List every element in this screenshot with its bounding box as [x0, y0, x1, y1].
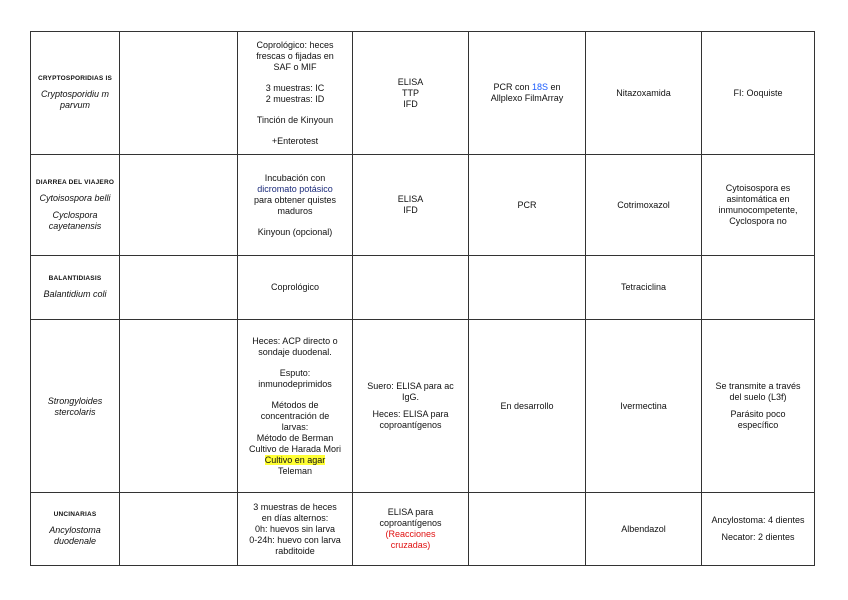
mol-text: Allplexo FilmArray [490, 93, 564, 103]
table-row [31, 493, 815, 566]
name-cell [31, 155, 120, 256]
diagnosis-cell [238, 493, 353, 566]
species-name: Cyclospora cayetanensis [48, 209, 102, 231]
mol-highlight: 18S [531, 82, 548, 92]
empty-cell [120, 32, 238, 155]
molecular-cell: PCR [469, 155, 586, 256]
sero-text: Heces: ELISA para [372, 409, 449, 419]
sero-text: coproantígenos [379, 518, 442, 528]
diag-text: Incubación con [264, 172, 326, 183]
sero-text: ELISA para [387, 507, 434, 517]
species-name: Balantidium coli [43, 289, 107, 299]
diag-text: 0h: huevos sin larva [254, 523, 336, 534]
notes-text: específico [737, 420, 779, 430]
diag-text: Kinyoun (opcional) [257, 226, 333, 237]
table-row [31, 256, 815, 320]
species-name: Cytoisospora belli [39, 192, 111, 203]
sero-text: ELISA [397, 76, 424, 87]
diag-text: SAF o MIF [273, 61, 317, 72]
notes-text: Se transmite a través [715, 381, 801, 391]
serology-cell [353, 493, 469, 566]
disease-name: UNCINARIAS [53, 511, 97, 518]
parasite-table [30, 31, 815, 566]
diag-text: Cultivo de Harada Mori [248, 443, 342, 454]
highlighted-text: Cultivo en agar [264, 454, 326, 465]
diag-text: dicromato potásico [257, 183, 333, 194]
notes-text: Ancylostoma: 4 dientes [711, 515, 805, 525]
sero-text: Suero: ELISA para ac [367, 381, 454, 391]
diag-text: Esputo: [279, 367, 311, 378]
notes-cell [702, 256, 815, 320]
name-cell [31, 493, 120, 566]
diag-text: Método de Berman [256, 432, 334, 443]
table-row [31, 155, 815, 256]
notes-cell [702, 493, 815, 566]
diag-text: maduros [277, 205, 313, 216]
sero-text: ELISA [397, 194, 424, 204]
serology-cell [353, 320, 469, 493]
diagnosis-cell [238, 155, 353, 256]
disease-name: CRYPTOSPORIDIAS IS [37, 75, 113, 82]
diag-text: +Enterotest [271, 135, 319, 146]
diagnosis-cell [238, 32, 353, 155]
name-cell [31, 256, 120, 320]
diag-text: Métodos de [271, 399, 319, 410]
diagnosis-cell: Coprológico [238, 256, 353, 320]
disease-name: BALANTIDIASIS [48, 275, 102, 282]
diag-text: 3 muestras de heces [253, 501, 337, 512]
diag-text: 2 muestras: ID [265, 93, 325, 104]
diag-text: para obtener quistes [253, 194, 337, 205]
diag-text: frescas o fijadas en [256, 50, 334, 61]
diag-text: concentración de [260, 410, 330, 421]
notes-text: inmunocompetente, [718, 205, 798, 215]
molecular-cell [469, 32, 586, 155]
diag-text: rabditoide [275, 545, 315, 556]
treatment-cell: Tetraciclina [586, 256, 702, 320]
disease-name: DIARREA DEL VIAJERO [35, 178, 115, 186]
treatment-cell: Albendazol [586, 493, 702, 566]
molecular-cell [469, 256, 586, 320]
diag-text: 3 muestras: IC [265, 82, 325, 93]
notes-text: Parásito poco [730, 409, 786, 419]
diag-text: 0-24h: huevo con larva [249, 534, 341, 545]
empty-cell [120, 155, 238, 256]
molecular-cell: En desarrollo [469, 320, 586, 493]
notes-text: Necator: 2 dientes [721, 532, 795, 542]
sero-text: IFD [403, 98, 418, 109]
treatment-cell: Cotrimoxazol [586, 155, 702, 256]
diag-text: larvas: [281, 421, 309, 432]
diag-text: Tinción de Kinyoun [256, 114, 334, 125]
diagnosis-cell [238, 320, 353, 493]
empty-cell [120, 493, 238, 566]
serology-cell [353, 155, 469, 256]
sero-text: IgG. [401, 392, 419, 402]
table-row [31, 32, 815, 155]
species-name: Strongyloides stercolaris [47, 396, 103, 417]
name-cell [31, 32, 120, 155]
table-row [31, 320, 815, 493]
diag-text: sondaje duodenal. [258, 346, 332, 357]
mol-text: PCR con [493, 82, 532, 92]
diag-text: en días alternos: [261, 512, 329, 523]
sero-warning: cruzadas) [390, 540, 431, 550]
treatment-cell: Nitazoxamida [586, 32, 702, 155]
notes-text: asintomática en [726, 194, 790, 204]
notes-cell [702, 320, 815, 493]
notes-text: del suelo (L3f) [729, 392, 787, 402]
sero-text: coproantígenos [379, 420, 442, 430]
species-name: Ancylostoma duodenale [49, 525, 101, 546]
treatment-cell: Ivermectina [586, 320, 702, 493]
sero-warning: (Reacciones [385, 529, 436, 539]
empty-cell [120, 256, 238, 320]
notes-text: Cyclospora no [729, 216, 787, 226]
diag-text: Heces: ACP directo o [252, 335, 338, 346]
serology-cell [353, 32, 469, 155]
notes-text: Cytoisospora es [725, 183, 791, 193]
species-name: Cryptosporidiu m parvum [40, 89, 110, 110]
diag-text: Teleman [277, 465, 313, 476]
sero-text: TTP [402, 87, 419, 98]
notes-cell [702, 32, 815, 155]
empty-cell [120, 320, 238, 493]
diag-text: Coprológico: heces [256, 39, 334, 50]
notes-cell [702, 155, 815, 256]
serology-cell [353, 256, 469, 320]
notes-text: FI: Ooquiste [733, 87, 783, 98]
sero-text: IFD [403, 205, 418, 215]
mol-text: en [548, 82, 561, 92]
molecular-cell [469, 493, 586, 566]
diag-text: inmunodeprimidos [258, 378, 332, 389]
name-cell [31, 320, 120, 493]
